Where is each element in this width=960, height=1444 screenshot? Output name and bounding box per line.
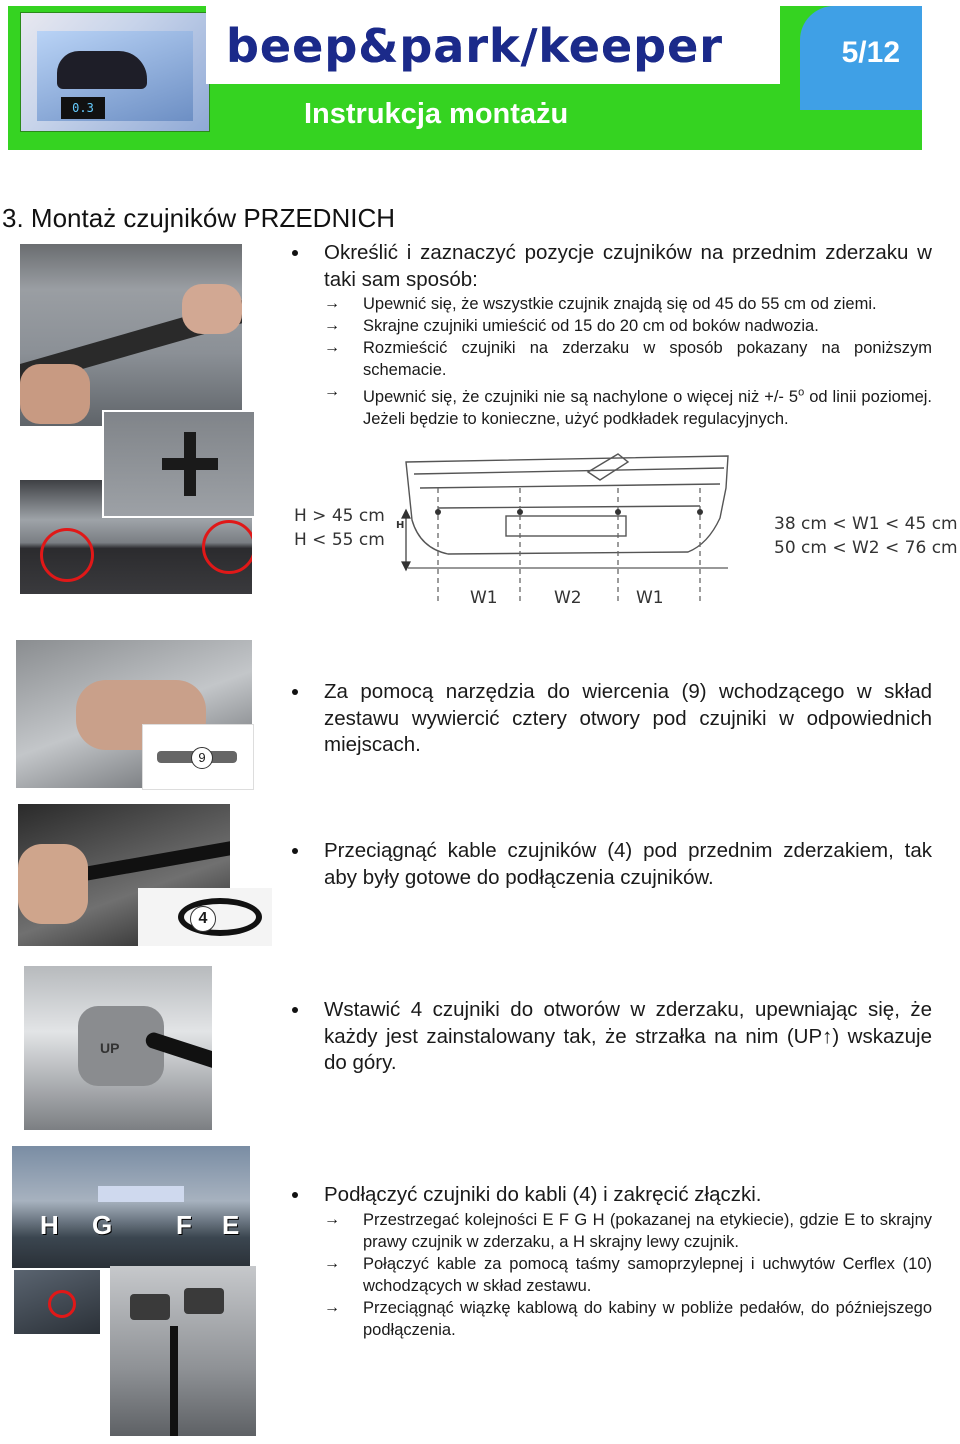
step-2-text — [290, 679, 932, 759]
arrow-right-icon: → — [324, 339, 340, 356]
step-5-label: Podłączyć czujniki do kabli (4) i zakręcić złączki. — [324, 1183, 762, 1206]
step-4 — [290, 997, 932, 1077]
sensor-letter-g: G — [92, 1210, 113, 1240]
photo-car-front — [12, 1146, 250, 1268]
header-bar — [8, 6, 922, 150]
list-item — [324, 1253, 932, 1297]
height-max-label: H < 55 cm — [294, 530, 385, 550]
step-5-sub-list — [290, 1209, 932, 1341]
section-title: 3. Montaż czujników PRZEDNICH — [2, 203, 395, 233]
bullet-icon — [292, 1192, 298, 1198]
pedal-graphic — [184, 1288, 224, 1314]
step-3 — [290, 838, 932, 891]
w2-range-label: 50 cm < W2 < 76 cm — [774, 538, 958, 558]
cable-graphic — [170, 1326, 178, 1436]
bullet-icon — [292, 250, 298, 256]
hand-graphic — [20, 364, 90, 424]
display-graphic: 0.3 — [61, 97, 105, 119]
height-min-label: H > 45 cm — [294, 506, 385, 526]
list-item — [324, 1297, 932, 1341]
w1-range-label: 38 cm < W1 < 45 cm — [774, 514, 958, 534]
step-2 — [290, 679, 932, 759]
arrow-right-icon: → — [324, 1298, 340, 1316]
sensor-letter-f: F — [176, 1210, 192, 1240]
list-item-text: Skrajne czujniki umieścić od 15 do 20 cm od boków nadwozia. — [363, 317, 819, 335]
car-graphic — [57, 51, 147, 89]
photo-sensor-insert — [24, 966, 212, 1130]
list-item — [324, 337, 932, 381]
step-3-label: Przeciągnąć kable czujników (4) pod przednim zderzakiem, tak aby były gotowe do podłączenia czujników. — [324, 839, 932, 889]
bullet-icon — [292, 1007, 298, 1013]
list-item-text: Rozmieścić czujniki na zderzaku w sposób pokazany na poniższym schemacie. — [363, 339, 932, 379]
product-box-image — [20, 12, 210, 132]
list-item — [324, 315, 932, 337]
bumper-line — [414, 468, 724, 474]
list-item — [324, 293, 932, 315]
sensor-up-mark: UP — [100, 1040, 120, 1056]
list-item-text: Przeciągnąć wiązkę kablową do kabiny w pobliże pedałów, do późniejszego podłączenia. — [363, 1298, 932, 1339]
photo-connector — [14, 1270, 100, 1334]
step-5 — [290, 1182, 932, 1341]
sensor-placement-diagram — [288, 448, 960, 616]
step-4-label — [324, 998, 932, 1074]
highlight-circle — [40, 528, 94, 582]
bullet-icon — [292, 848, 298, 854]
step-1-sub-list — [290, 293, 932, 430]
arrow-right-icon: → — [324, 1210, 340, 1228]
height-marker-label: H — [396, 520, 405, 531]
license-plate-graphic — [98, 1186, 184, 1202]
photo-marking-bumper — [20, 244, 242, 426]
step-1-text — [290, 240, 932, 293]
photo-bumper-cross-mark — [102, 410, 256, 518]
list-item-text: Przestrzegać kolejności E F G H (pokazanej na etykiecie), gdzie E to skrajny prawy czujnik w zderzaku, a H skrajny lewy czujnik. — [363, 1210, 932, 1251]
list-item-text: Upewnić się, że wszystkie czujnik znajdą się od 45 do 55 cm od ziemi. — [363, 295, 877, 313]
list-item — [324, 381, 932, 430]
hand-graphic — [18, 844, 88, 924]
step-4-text — [290, 997, 932, 1077]
tilt-text-tail: od linii poziomej. Jeżeli będzie to konieczne, użyć podkładek regulacyjnych. — [363, 387, 933, 428]
w2-middle-label: W2 — [554, 588, 582, 608]
w1-left-label: W1 — [470, 588, 498, 608]
w1-right-label: W1 — [636, 588, 664, 608]
highlight-circle — [48, 1290, 76, 1318]
step-2-label: Za pomocą narzędzia do wiercenia (9) wchodzącego w skład zestawu wywiercić cztery otwory pod czujniki w odpowiednich miejscach. — [324, 680, 932, 756]
page-number: 5/12 — [841, 36, 900, 69]
list-item-text — [363, 388, 932, 428]
brand-logo: beep&park/keeper — [226, 19, 723, 73]
bumper-line — [438, 506, 700, 508]
up-arrow-icon: ↑ — [822, 1024, 833, 1048]
page-title: Instrukcja montażu — [304, 98, 569, 130]
bullet-icon — [292, 689, 298, 695]
step-1-label: Określić i zaznaczyć pozycje czujników na przednim zderzaku w taki sam sposób: — [324, 241, 932, 291]
highlight-circle — [202, 520, 252, 574]
sensor-letter-e: E — [222, 1210, 240, 1240]
photo-drill-bit — [142, 724, 254, 790]
part-number-tag: 4 — [190, 906, 216, 932]
pedal-graphic — [130, 1294, 170, 1320]
degree-sup: o — [798, 386, 805, 398]
sensor-letter-h: H — [40, 1210, 59, 1240]
arrow-right-icon: → — [324, 317, 340, 334]
step-4-text-start: Wstawić 4 czujniki do otworów w zderzaku, upewniając się, że każdy jest zainstalowany tak, że strzałka na nim (UP — [324, 998, 932, 1048]
tilt-text: Upewnić się, że czujniki nie są nachylone o więcej niż +/- 5 — [363, 387, 799, 406]
arrow-right-icon: → — [324, 1254, 340, 1272]
photo-cable-roll — [138, 888, 272, 946]
plate-outline — [506, 516, 626, 536]
arrow-right-icon: → — [324, 295, 340, 312]
list-item-text: Połączyć kable za pomocą taśmy samoprzylepnej i uchwytów Cerflex (10) wchodzących w skład zestawu. — [363, 1254, 932, 1295]
cross-mark — [162, 458, 218, 470]
arrow-right-icon: → — [324, 383, 340, 400]
list-item — [324, 1209, 932, 1253]
photo-pedals — [110, 1266, 256, 1436]
hand-graphic — [182, 284, 242, 334]
page-number-tab — [800, 6, 922, 110]
step-5-text — [290, 1182, 932, 1209]
bumper-line — [420, 484, 720, 488]
step-4-text-end: ) wskazuje do góry. — [324, 1024, 932, 1074]
step-1 — [290, 240, 932, 430]
part-number-tag: 9 — [191, 747, 213, 769]
logo-area — [206, 6, 780, 84]
step-3-text — [290, 838, 932, 891]
